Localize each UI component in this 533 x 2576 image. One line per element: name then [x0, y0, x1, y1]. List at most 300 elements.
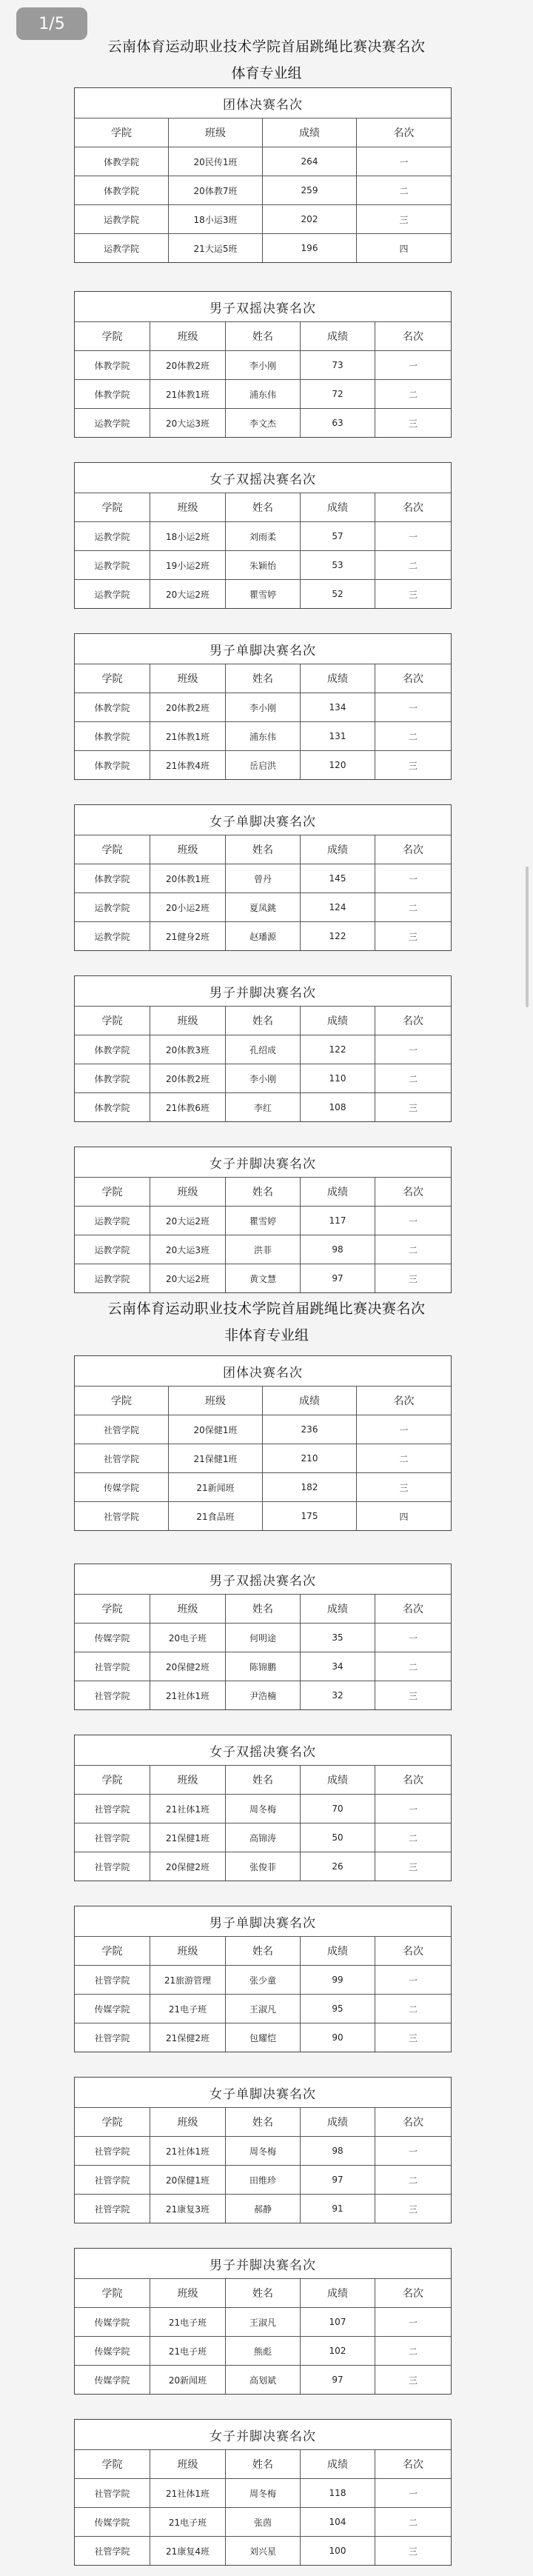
table-cell: 传媒学院 — [75, 1473, 169, 1501]
table-cell: 134 — [301, 693, 375, 721]
table-cell: 120 — [301, 751, 375, 779]
table-cell: 一 — [408, 2488, 418, 2499]
column-header: 名次 — [403, 1775, 423, 1786]
column-header: 姓名 — [226, 1937, 301, 1965]
column-header: 学院 — [75, 835, 150, 864]
table-cell: 三 — [408, 931, 418, 942]
table-header-row — [75, 322, 451, 351]
table-cell: 三 — [408, 1861, 418, 1872]
table-cell: 传媒学院 — [75, 2366, 150, 2394]
table-row — [75, 551, 451, 580]
table-cell: 19小运2班 — [150, 551, 226, 579]
table-row — [75, 147, 451, 176]
table-cell: 李小刚 — [226, 351, 301, 379]
table-cell: 夏凤銚 — [226, 893, 301, 921]
table-row — [75, 693, 451, 722]
column-header: 姓名 — [226, 1007, 301, 1035]
table-cell: 二 — [408, 2517, 418, 2528]
column-header: 名次 — [403, 2117, 423, 2129]
doc-title-nonprofessional: 云南体育运动职业技术学院首届跳绳比赛决赛名次 — [107, 1301, 426, 1317]
column-header: 班级 — [169, 119, 263, 147]
table-cell: 三 — [408, 2375, 418, 2386]
table-cell: 孔绍成 — [226, 1035, 301, 1064]
column-header: 名次 — [403, 2459, 423, 2471]
table-row — [75, 1652, 451, 1681]
scrollbar[interactable] — [526, 0, 529, 2576]
table-cell: 体教学院 — [75, 693, 150, 721]
table-cell: 运教学院 — [75, 205, 169, 233]
result-table — [74, 975, 452, 1122]
table-cell: 21电子班 — [150, 2308, 226, 2336]
table-cell: 李红 — [226, 1093, 301, 1121]
table-cell: 21社体1班 — [150, 1681, 226, 1709]
table-header-row — [75, 1387, 451, 1415]
table-cell: 运教学院 — [75, 522, 150, 550]
table-cell: 三 — [408, 760, 418, 771]
column-header: 学院 — [75, 1937, 150, 1965]
table-caption: 男子并脚决赛名次 — [75, 2249, 451, 2279]
column-header: 姓名 — [226, 1595, 301, 1623]
table-cell: 一 — [408, 1803, 418, 1815]
table-cell: 一 — [408, 1044, 418, 1055]
table-cell: 社管学院 — [75, 2479, 150, 2507]
column-header: 班级 — [150, 835, 226, 864]
table-cell: 王淑凡 — [226, 1995, 301, 2023]
table-cell: 34 — [301, 1652, 375, 1681]
table-cell: 20保健1班 — [150, 2166, 226, 2194]
column-header: 班级 — [169, 1387, 263, 1415]
table-cell: 二 — [408, 2175, 418, 2186]
table-row — [75, 893, 451, 922]
table-cell: 社管学院 — [75, 1966, 150, 1994]
column-header: 成绩 — [263, 119, 357, 147]
result-table — [74, 2077, 452, 2223]
table-row — [75, 1473, 451, 1502]
column-header: 成绩 — [301, 1007, 375, 1035]
column-header: 成绩 — [301, 1595, 375, 1623]
table-cell: 运教学院 — [75, 409, 150, 437]
table-cell: 20大运2班 — [150, 1264, 226, 1292]
table-cell: 社管学院 — [75, 2195, 150, 2223]
table-cell: 三 — [408, 589, 418, 600]
column-header: 班级 — [150, 1937, 226, 1965]
column-header: 名次 — [403, 502, 423, 514]
table-cell: 运教学院 — [75, 234, 169, 262]
table-header-row — [75, 1178, 451, 1207]
table-row — [75, 1093, 451, 1121]
table-cell: 李小刚 — [226, 693, 301, 721]
table-cell: 20大运3班 — [150, 1235, 226, 1264]
table-cell: 145 — [301, 864, 375, 892]
table-cell: 100 — [301, 2537, 375, 2565]
column-header: 名次 — [403, 1015, 423, 1027]
table-cell: 99 — [301, 1966, 375, 1994]
table-cell: 刘雨柔 — [226, 522, 301, 550]
column-header: 班级 — [150, 1766, 226, 1794]
table-cell: 236 — [263, 1415, 357, 1444]
table-cell: 73 — [301, 351, 375, 379]
table-caption: 女子双摇决赛名次 — [75, 463, 451, 493]
table-cell: 三 — [399, 214, 409, 225]
table-row — [75, 864, 451, 893]
table-row — [75, 1995, 451, 2023]
table-cell: 102 — [301, 2337, 375, 2365]
table-cell: 98 — [301, 2137, 375, 2165]
column-header: 姓名 — [226, 1178, 301, 1206]
table-cell: 35 — [301, 1624, 375, 1652]
column-header: 姓名 — [226, 322, 301, 350]
column-header: 学院 — [75, 664, 150, 693]
table-cell: 运教学院 — [75, 1207, 150, 1235]
table-cell: 21社体1班 — [150, 2137, 226, 2165]
table-cell: 二 — [408, 389, 418, 400]
column-header: 学院 — [75, 119, 169, 147]
table-row — [75, 351, 451, 380]
column-header: 成绩 — [301, 835, 375, 864]
table-cell: 117 — [301, 1207, 375, 1235]
table-cell: 刘兴星 — [226, 2537, 301, 2565]
table-cell: 107 — [301, 2308, 375, 2336]
table-cell: 53 — [301, 551, 375, 579]
table-cell: 张俊菲 — [226, 1852, 301, 1881]
table-cell: 一 — [399, 156, 409, 167]
column-header: 姓名 — [226, 835, 301, 864]
column-header: 名次 — [403, 1187, 423, 1198]
table-row — [75, 2537, 451, 2565]
table-caption: 女子单脚决赛名次 — [75, 805, 451, 835]
column-header: 学院 — [75, 2450, 150, 2478]
table-cell: 体教学院 — [75, 751, 150, 779]
table-cell: 田维珍 — [226, 2166, 301, 2194]
result-table — [74, 2419, 452, 2566]
table-cell: 曾丹 — [226, 864, 301, 892]
table-cell: 57 — [301, 522, 375, 550]
table-cell: 175 — [263, 1502, 357, 1530]
table-header-row — [75, 664, 451, 693]
table-cell: 社管学院 — [75, 1681, 150, 1709]
table-header-row — [75, 2108, 451, 2137]
table-row — [75, 2479, 451, 2508]
table-cell: 20体教3班 — [150, 1035, 226, 1064]
table-row — [75, 922, 451, 950]
table-cell: 二 — [408, 1073, 418, 1084]
table-row — [75, 205, 451, 234]
table-caption: 女子双摇决赛名次 — [75, 1735, 451, 1766]
table-row — [75, 234, 451, 262]
column-header: 姓名 — [226, 2450, 301, 2478]
table-header-row — [75, 1766, 451, 1795]
table-row — [75, 1823, 451, 1852]
table-cell: 社管学院 — [75, 1823, 150, 1852]
table-row — [75, 1852, 451, 1881]
table-header-row — [75, 835, 451, 864]
column-header: 名次 — [403, 1604, 423, 1615]
column-header: 学院 — [75, 493, 150, 521]
column-header: 学院 — [75, 2279, 150, 2307]
table-row — [75, 2195, 451, 2223]
table-cell: 一 — [408, 702, 418, 713]
table-header-row — [75, 2279, 451, 2308]
table-cell: 体教学院 — [75, 380, 150, 408]
result-table — [74, 291, 452, 438]
table-row — [75, 1966, 451, 1995]
table-cell: 三 — [408, 2546, 418, 2557]
table-cell: 21社体1班 — [150, 2479, 226, 2507]
column-header: 班级 — [150, 2279, 226, 2307]
table-row — [75, 1415, 451, 1444]
table-cell: 210 — [263, 1444, 357, 1472]
table-cell: 20体教2班 — [150, 1064, 226, 1092]
table-cell: 运教学院 — [75, 922, 150, 950]
table-row — [75, 1207, 451, 1235]
column-header: 学院 — [75, 2108, 150, 2136]
table-cell: 四 — [399, 1511, 409, 1522]
column-header: 成绩 — [301, 2450, 375, 2478]
table-cell: 196 — [263, 234, 357, 262]
table-row — [75, 2137, 451, 2166]
table-cell: 社管学院 — [75, 2166, 150, 2194]
column-header: 名次 — [403, 673, 423, 685]
table-cell: 传媒学院 — [75, 1995, 150, 2023]
column-header: 班级 — [150, 322, 226, 350]
table-row — [75, 1444, 451, 1473]
result-table — [74, 1735, 452, 1881]
doc-title-professional: 云南体育运动职业技术学院首届跳绳比赛决赛名次 — [107, 39, 426, 55]
table-cell: 一 — [408, 2146, 418, 2157]
table-row — [75, 176, 451, 205]
table-cell: 21康复3班 — [150, 2195, 226, 2223]
table-row — [75, 2366, 451, 2394]
table-row — [75, 2337, 451, 2366]
table-cell: 传媒学院 — [75, 2337, 150, 2365]
table-cell: 一 — [408, 1975, 418, 1986]
table-cell: 一 — [408, 2317, 418, 2328]
table-cell: 何明途 — [226, 1624, 301, 1652]
column-header: 学院 — [75, 1387, 169, 1415]
table-cell: 赵璠源 — [226, 922, 301, 950]
table-cell: 高划斌 — [226, 2366, 301, 2394]
table-cell: 三 — [399, 1482, 409, 1493]
table-cell: 二 — [408, 731, 418, 742]
table-cell: 社管学院 — [75, 2137, 150, 2165]
table-cell: 周冬梅 — [226, 2137, 301, 2165]
result-table — [74, 804, 452, 951]
table-caption: 男子单脚决赛名次 — [75, 634, 451, 664]
table-cell: 社管学院 — [75, 2537, 150, 2565]
table-cell: 97 — [301, 1264, 375, 1292]
table-cell: 体教学院 — [75, 176, 169, 204]
table-caption: 团体决赛名次 — [75, 88, 451, 119]
table-cell: 259 — [263, 176, 357, 204]
table-row — [75, 1064, 451, 1093]
column-header: 成绩 — [301, 493, 375, 521]
table-cell: 20大运2班 — [150, 580, 226, 608]
table-row — [75, 2508, 451, 2537]
table-cell: 岳启洪 — [226, 751, 301, 779]
table-cell: 70 — [301, 1795, 375, 1823]
table-row — [75, 2166, 451, 2195]
table-cell: 一 — [408, 531, 418, 542]
table-cell: 体教学院 — [75, 147, 169, 176]
table-cell: 97 — [301, 2166, 375, 2194]
table-cell: 包耀恺 — [226, 2023, 301, 2052]
table-cell: 20电子班 — [150, 1624, 226, 1652]
table-cell: 二 — [399, 1453, 409, 1464]
column-header: 成绩 — [263, 1387, 357, 1415]
table-cell: 二 — [408, 1244, 418, 1255]
table-cell: 21保健1班 — [150, 1823, 226, 1852]
table-cell: 二 — [399, 185, 409, 196]
table-row — [75, 1624, 451, 1652]
column-header: 名次 — [393, 127, 415, 139]
column-header: 姓名 — [226, 2279, 301, 2307]
result-table — [74, 87, 452, 263]
table-cell: 18小运3班 — [169, 205, 263, 233]
column-header: 学院 — [75, 322, 150, 350]
table-cell: 97 — [301, 2366, 375, 2394]
column-header: 成绩 — [301, 1178, 375, 1206]
column-header: 姓名 — [226, 2108, 301, 2136]
result-table — [74, 462, 452, 609]
table-cell: 118 — [301, 2479, 375, 2507]
table-cell: 26 — [301, 1852, 375, 1881]
table-row — [75, 2308, 451, 2337]
table-row — [75, 1795, 451, 1823]
table-cell: 洪菲 — [226, 1235, 301, 1264]
table-cell: 21体教1班 — [150, 380, 226, 408]
table-cell: 传媒学院 — [75, 2508, 150, 2536]
table-cell: 21体教4班 — [150, 751, 226, 779]
table-row — [75, 1264, 451, 1292]
table-cell: 21旅游管理 — [150, 1966, 226, 1994]
table-caption: 男子双摇决赛名次 — [75, 1564, 451, 1595]
table-cell: 20新闻班 — [150, 2366, 226, 2394]
table-cell: 李小刚 — [226, 1064, 301, 1092]
table-cell: 21保健1班 — [169, 1444, 263, 1472]
table-cell: 朱颖怡 — [226, 551, 301, 579]
table-cell: 周冬梅 — [226, 2479, 301, 2507]
table-cell: 20大运2班 — [150, 1207, 226, 1235]
table-cell: 21电子班 — [150, 1995, 226, 2023]
table-cell: 三 — [408, 1102, 418, 1113]
table-caption: 女子并脚决赛名次 — [75, 2420, 451, 2450]
table-cell: 高锦涛 — [226, 1823, 301, 1852]
table-cell: 传媒学院 — [75, 1624, 150, 1652]
table-header-row — [75, 1007, 451, 1035]
table-cell: 三 — [408, 2203, 418, 2215]
table-row — [75, 722, 451, 751]
table-cell: 二 — [408, 1832, 418, 1843]
table-cell: 18小运2班 — [150, 522, 226, 550]
table-cell: 110 — [301, 1064, 375, 1092]
result-table — [74, 2248, 452, 2395]
table-cell: 32 — [301, 1681, 375, 1709]
table-cell: 张少童 — [226, 1966, 301, 1994]
table-cell: 90 — [301, 2023, 375, 2052]
column-header: 学院 — [75, 1007, 150, 1035]
table-cell: 社管学院 — [75, 1444, 169, 1472]
column-header: 班级 — [150, 493, 226, 521]
table-row — [75, 522, 451, 551]
column-header: 班级 — [150, 2108, 226, 2136]
table-cell: 郝静 — [226, 2195, 301, 2223]
table-cell: 108 — [301, 1093, 375, 1121]
table-cell: 21体教6班 — [150, 1093, 226, 1121]
table-cell: 熊彪 — [226, 2337, 301, 2365]
table-cell: 周冬梅 — [226, 1795, 301, 1823]
table-cell: 社管学院 — [75, 1415, 169, 1444]
table-cell: 20小运2班 — [150, 893, 226, 921]
table-cell: 21保健2班 — [150, 2023, 226, 2052]
column-header: 成绩 — [301, 322, 375, 350]
table-cell: 浦东伟 — [226, 722, 301, 750]
table-cell: 一 — [408, 1632, 418, 1644]
table-cell: 104 — [301, 2508, 375, 2536]
table-cell: 20体教2班 — [150, 351, 226, 379]
table-cell: 一 — [399, 1424, 409, 1435]
column-header: 学院 — [75, 1766, 150, 1794]
column-header: 名次 — [403, 1946, 423, 1958]
column-header: 成绩 — [301, 2279, 375, 2307]
column-header: 姓名 — [226, 664, 301, 693]
table-cell: 21康复4班 — [150, 2537, 226, 2565]
table-cell: 陈锦鹏 — [226, 1652, 301, 1681]
doc-subtitle-professional: 体育专业组 — [231, 65, 302, 81]
column-header: 成绩 — [301, 1766, 375, 1794]
table-cell: 运教学院 — [75, 580, 150, 608]
table-cell: 社管学院 — [75, 1502, 169, 1530]
table-cell: 264 — [263, 147, 357, 176]
table-cell: 20保健2班 — [150, 1852, 226, 1881]
table-cell: 瞿雪婷 — [226, 580, 301, 608]
table-cell: 20大运3班 — [150, 409, 226, 437]
column-header: 班级 — [150, 1007, 226, 1035]
table-row — [75, 1502, 451, 1530]
table-cell: 20保健2班 — [150, 1652, 226, 1681]
table-cell: 李文杰 — [226, 409, 301, 437]
doc-subtitle-nonprofessional: 非体育专业组 — [224, 1327, 309, 1344]
table-cell: 尹浩楠 — [226, 1681, 301, 1709]
result-table — [74, 1355, 452, 1531]
table-row — [75, 751, 451, 779]
table-cell: 21电子班 — [150, 2337, 226, 2365]
column-header: 名次 — [403, 331, 423, 343]
table-cell: 202 — [263, 205, 357, 233]
table-cell: 运教学院 — [75, 1235, 150, 1264]
table-cell: 50 — [301, 1823, 375, 1852]
table-cell: 21大运5班 — [169, 234, 263, 262]
table-header-row — [75, 2450, 451, 2479]
table-cell: 20体教1班 — [150, 864, 226, 892]
table-cell: 二 — [408, 560, 418, 571]
result-table — [74, 1564, 452, 1710]
table-cell: 社管学院 — [75, 1852, 150, 1881]
table-cell: 二 — [408, 1661, 418, 1672]
table-row — [75, 1681, 451, 1709]
column-header: 名次 — [393, 1395, 415, 1407]
table-cell: 20体教2班 — [150, 693, 226, 721]
table-header-row — [75, 493, 451, 522]
table-cell: 122 — [301, 922, 375, 950]
scroll-thumb[interactable] — [526, 867, 529, 1007]
table-cell: 浦东伟 — [226, 380, 301, 408]
table-cell: 二 — [408, 902, 418, 913]
table-cell: 运教学院 — [75, 893, 150, 921]
column-header: 成绩 — [301, 664, 375, 693]
table-cell: 四 — [399, 243, 409, 254]
column-header: 名次 — [403, 2288, 423, 2300]
table-cell: 124 — [301, 893, 375, 921]
